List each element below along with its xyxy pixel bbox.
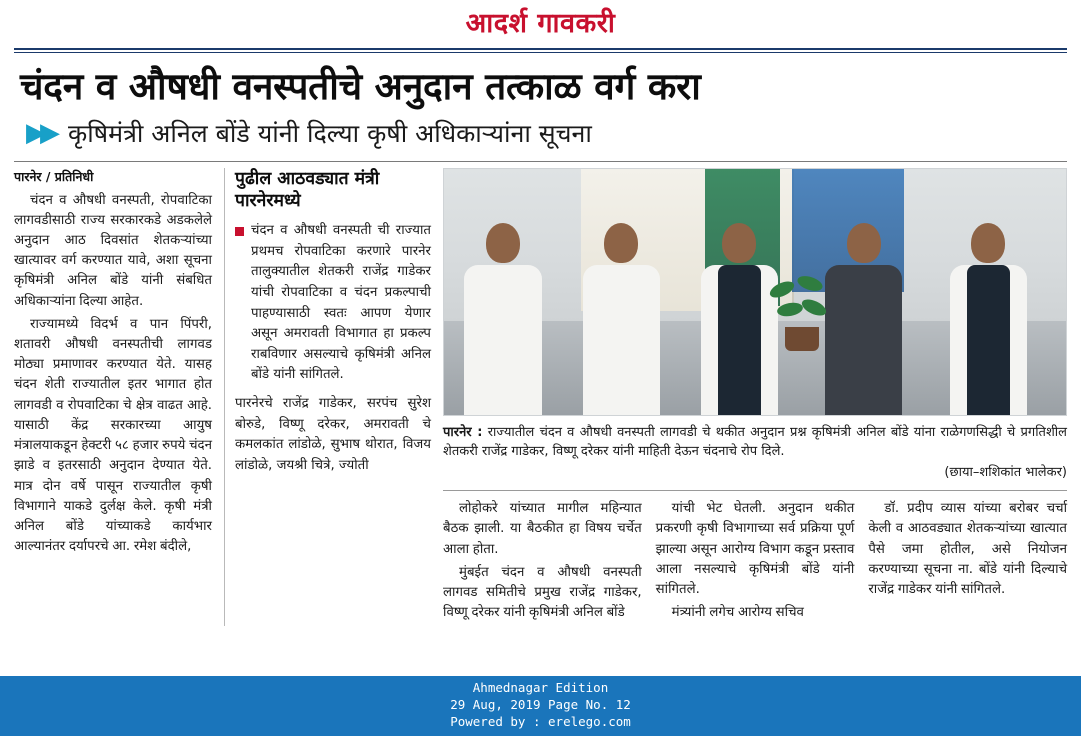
footer-date-page: 29 Aug, 2019 Page No. 12 [450,697,631,713]
photo-person-head [971,223,1005,263]
sidebar-names-paragraph: पारनेरचे राजेंद्र गाडेकर, सरपंच सुरेश बोरुडे, विष्णू दरेकर, अमरावती चे कमलकांत लांडोळे, सुभाष थोरात, विजय लांडोळे, जयश्री चित्रे, ज्योती [235,396,431,473]
page-title: चंदन व औषधी वनस्पतीचे अनुदान तत्काळ वर्ग करा [20,65,701,108]
footer-edition: Ahmednagar Edition [472,680,609,696]
paragraph: डॉ. प्रदीप व्यास यांच्या बरोबर चर्चा केली व आठवड्यात शेतकऱ्यांच्या खात्यात पैसे जमा होतील, असे नियोजन करण्याच्या सूचना ना. बोंडे यांनी दिल्याचे राजेंद्र गाडेकर यांनी सांगितले. [868,501,1068,597]
sandalwood-sapling-icon [767,273,837,351]
photo-caption [443,423,1067,483]
photo-caption-text: राज्यातील चंदन व औषधी वनस्पती लागवडी चे थकीत अनुदान प्रश्न कृषिमंत्री अनिल बोंडे यांना राळेगणसिद्धी चे प्रगतिशील शेतकरी राजेंद्र गाडेकर, विष्णू दरेकर यांनी माहिती देऊन चंदनाचे रोप दिले. [443,424,1067,460]
headline-divider [14,161,1067,162]
photo-person-head [847,223,881,263]
masthead-divider [14,48,1067,50]
bottom-columns [443,499,1067,626]
footer-bar [0,676,1081,736]
sidebar-bullet-item [235,221,431,386]
photo-person-body [950,265,1027,415]
bottom-column-3 [868,499,1067,626]
photo-person-head [722,223,756,263]
photo-person [942,223,1035,415]
bottom-column-2 [656,499,855,626]
news-photo [443,168,1067,416]
column-right [443,168,1067,627]
column-middle-sidebar [224,168,431,627]
masthead [14,0,1067,46]
paragraph: यांची भेट घेतली. अनुदान थकीत प्रकरणी कृषी विभागाच्या सर्व प्रक्रिया पूर्ण झाल्या असून आरोग्य विभाग कडून प्रस्ताव आला नसल्याचे कृषिमंत्री बोंडे यांनी सांगितले. [655,501,855,597]
publication-logo: आदर्श गावकरी [465,7,616,39]
paragraph: मुंबईत चंदन व औषधी वनस्पती लागवड समितीचे प्रमुख राजेंद्र गाडेकर, विष्णू दरेकर यांनी कृषिमंत्री अनिल बोंडे [443,564,642,621]
byline: पारनेर / प्रतिनिधी [14,168,94,184]
photo-person-body [464,265,541,415]
photo-credit: (छाया–शशिकांत भालेकर) [944,464,1067,480]
paragraph: राज्यामध्ये विदर्भ व पान पिंपरी, शतावरी औषधी वनस्पतीची लागवड मोठ्या प्रमाणावर करण्यात येते. यासह चंदन शेती राज्यातील इतर भागात होत लागवडी व रोपवाटिका चे क्षेत्र वाढत आहे. यासाठी केंद्र सरकारच्या आयुष मंत्रालयाकडून हेक्टरी ५८ हजार रुपये चंदन झाडे व इतरसाठी अनुदान देण्यात येते. मात्र दोन वर्षे पासून राज्यातील कृषी विभागाने याकडे दुर्लक्ष केले. कृषी मंत्री अनिल बोंडे यांच्याकडे कार्यभार आल्यानंतर दर्यापरचे आ. रमेश बंदीले, [14,316,212,555]
caption-divider [443,490,1067,491]
column-left [14,168,212,627]
subheadline-row [20,116,1061,149]
plant-pot [785,327,819,351]
photo-person [456,223,549,415]
photo-caption-lead: पारनेर : [443,424,483,440]
photo-person [575,223,668,415]
red-square-bullet-icon [235,227,244,236]
paragraph: लोहोकरे यांच्यात मागील महिन्यात बैठक झाली. या बैठकीत हा विषय चर्चेत आला होता. [443,501,642,557]
headline-block [14,53,1067,151]
footer-powered-by: Powered by : erelego.com [450,714,631,730]
article-body [14,168,1067,627]
subheadline: कृषिमंत्री अनिल बोंडे यांनी दिल्या कृषी अधिकाऱ्यांना सूचना [68,118,592,148]
photo-person-head [604,223,638,263]
photo-person-head [486,223,520,263]
paragraph: मंत्र्यांनी लगेच आरोग्य सचिव [671,605,804,621]
bottom-column-1 [443,499,642,626]
sidebar-heading: पुढील आठवड्यात मंत्री पारनेरमध्ये [235,168,380,212]
paragraph: चंदन व औषधी वनस्पती, रोपवाटिका लागवडीसाठी राज्य सरकारकडे अडकलेले अनुदान आठ दिवसांत शेतकऱ्यांच्या खात्यावर वर्ग करण्यात यावे, अशा सूचना कृषिमंत्री अनिल बोंडे यांनी संबधित अधिकाऱ्यांना दिल्या आहेत. [14,192,212,309]
double-chevron-right-icon: ▶▶ [26,116,54,147]
sidebar-bullet-text: चंदन व औषधी वनस्पती ची राज्यात प्रथमच रोपवाटिका करणारे पारनेर तालुक्यातील शेतकरी राजेंद्र गाडेकर यांची रोपवाटिका व चंदन प्रकल्पाची पाहण्यासाठी स्वतः आपण येणार असून अमरावती विभागात हा प्रकल्प राबविणार असल्याचे कृषिमंत्री अनिल बोंडे यांनी सांगितले. [251,223,431,383]
photo-person-body [583,265,660,415]
